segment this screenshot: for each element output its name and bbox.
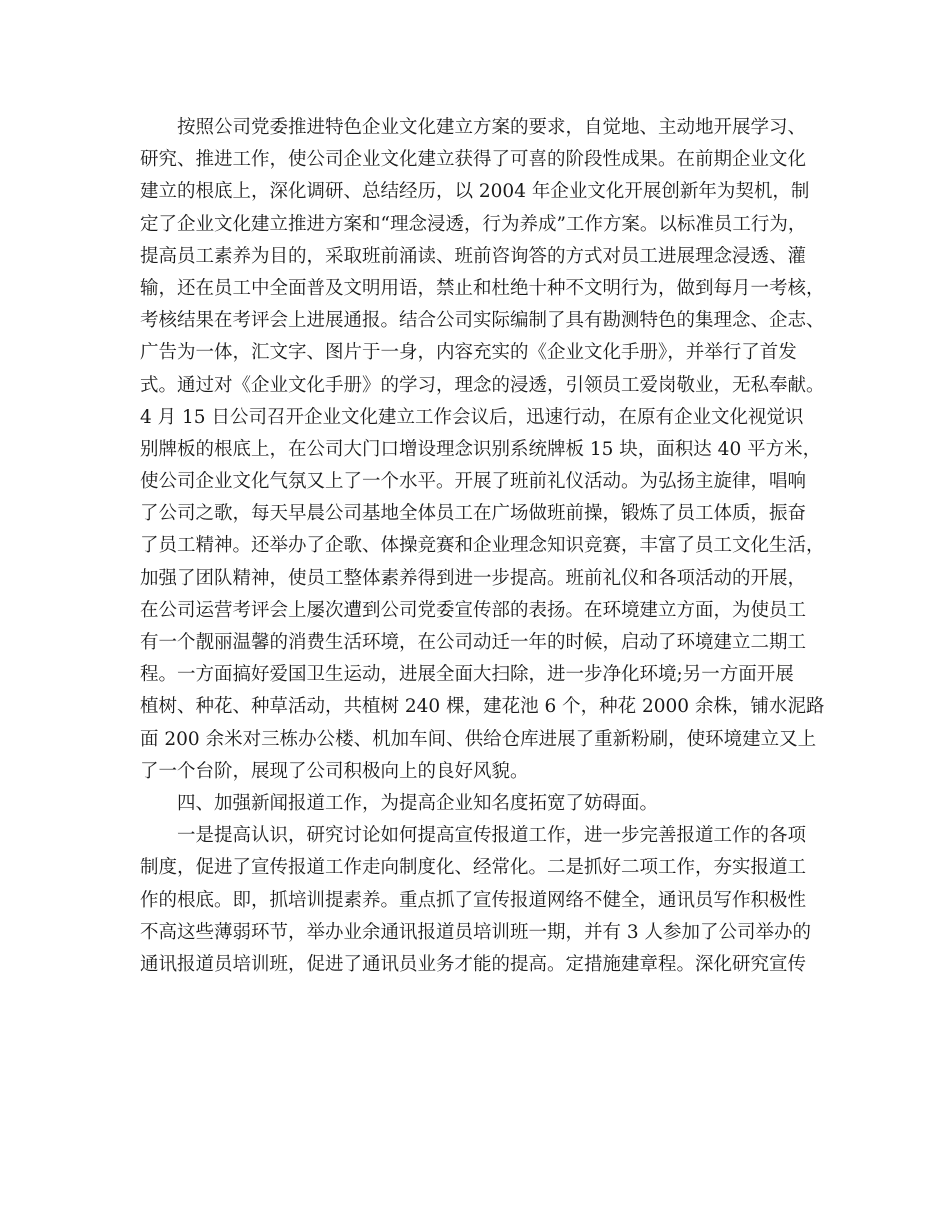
paragraph-line: 有一个靓丽温馨的消费生活环境，在公司动迁一年的时候，启动了环境建立二期工 <box>140 632 807 653</box>
paragraph-line: 了公司之歌，每天早晨公司基地全体员工在广场做班前操，锻炼了员工体质，振奋 <box>140 503 807 525</box>
paragraph-line: 面 200 余米对三栋办公楼、机加车间、供给仓库进展了重新粉刷，使环境建立又上 <box>140 728 817 750</box>
section-heading: 四、加强新闻报道工作，为提高企业知名度拓宽了妨碍面。 <box>177 792 659 814</box>
paragraph-line: 提高员工素养为目的，采取班前涌读、班前咨询答的方式对员工进展理念浸透、灌 <box>140 245 807 267</box>
paragraph-line: 4 月 15 日公司召开企业文化建立工作会议后，迅速行动，在原有企业文化视觉识 <box>140 406 804 428</box>
paragraph-line: 式。通过对《企业文化手册》的学习，理念的浸透，引领员工爱岗敬业，无私奉献。 <box>140 374 825 396</box>
paragraph-line: 定了企业文化建立推进方案和“理念浸透，行为养成”工作方案。以标准员工行为， <box>140 213 807 235</box>
paragraph-line: 研究、推进工作，使公司企业文化建立获得了可喜的阶段性成果。在前期企业文化 <box>140 149 807 171</box>
paragraph-line: 通讯报道员培训班，促进了通讯员业务才能的提高。定措施建章程。深化研究宣传 <box>140 953 807 975</box>
document-body <box>140 112 830 981</box>
paragraph-line: 广告为一体，汇文字、图片于一身，内容充实的《企业文化手册》，并举行了首发 <box>140 342 797 364</box>
paragraph-line: 不高这些薄弱环节，举办业余通讯报道员培训班一期，并有 3 人参加了公司举办的 <box>140 921 812 943</box>
paragraph-line: 了员工精神。还举办了企歌、体操竞赛和企业理念知识竞赛，丰富了员工文化生活， <box>140 535 825 557</box>
paragraph-line: 制度，促进了宣传报道工作走向制度化、经常化。二是抓好二项工作，夯实报道工 <box>140 857 807 879</box>
paragraph-line: 作的根底。即，抓培训提素养。重点抓了宣传报道网络不健全，通讯员写作积极性 <box>140 889 807 911</box>
paragraph-line: 加强了团队精神，使员工整体素养得到进一步提高。班前礼仪和各项活动的开展， <box>140 567 807 589</box>
paragraph-line: 一是提高认识，研究讨论如何提高宣传报道工作，进一步完善报道工作的各项 <box>177 825 807 847</box>
paragraph-line: 输，还在员工中全面普及文明用语，禁止和杜绝十种不文明行为，做到每月一考核， <box>140 277 825 299</box>
paragraph-line: 植树、种花、种草活动，共植树 240 棵，建花池 6 个，种花 2000 余株，铺水泥路 <box>140 696 825 718</box>
paragraph-line: 别牌板的根底上，在公司大门口增设理念识别系统牌板 15 块，面积达 40 平方米， <box>140 438 822 460</box>
paragraph-line: 使公司企业文化气氛又上了一个水平。开展了班前礼仪活动。为弘扬主旋律，唱响 <box>140 471 807 493</box>
paragraph-line: 程。一方面搞好爱国卫生运动，进展全面大扫除，进一步净化环境;另一方面开展 <box>140 664 794 686</box>
paragraph-line: 建立的根底上，深化调研、总结经历，以 2004 年企业文化开展创新年为契机，制 <box>140 181 810 203</box>
paragraph-line: 了一个台阶，展现了公司积极向上的良好风貌。 <box>140 760 529 782</box>
paragraph-line: 在公司运营考评会上屡次遭到公司党委宣传部的表扬。在环境建立方面，为使员工 <box>140 599 807 621</box>
paragraph-line: 按照公司党委推进特色企业文化建立方案的要求，自觉地、主动地开展学习、 <box>177 117 807 138</box>
paragraph-line: 考核结果在考评会上进展通报。结合公司实际编制了具有勘测特色的集理念、企志、 <box>140 310 825 332</box>
